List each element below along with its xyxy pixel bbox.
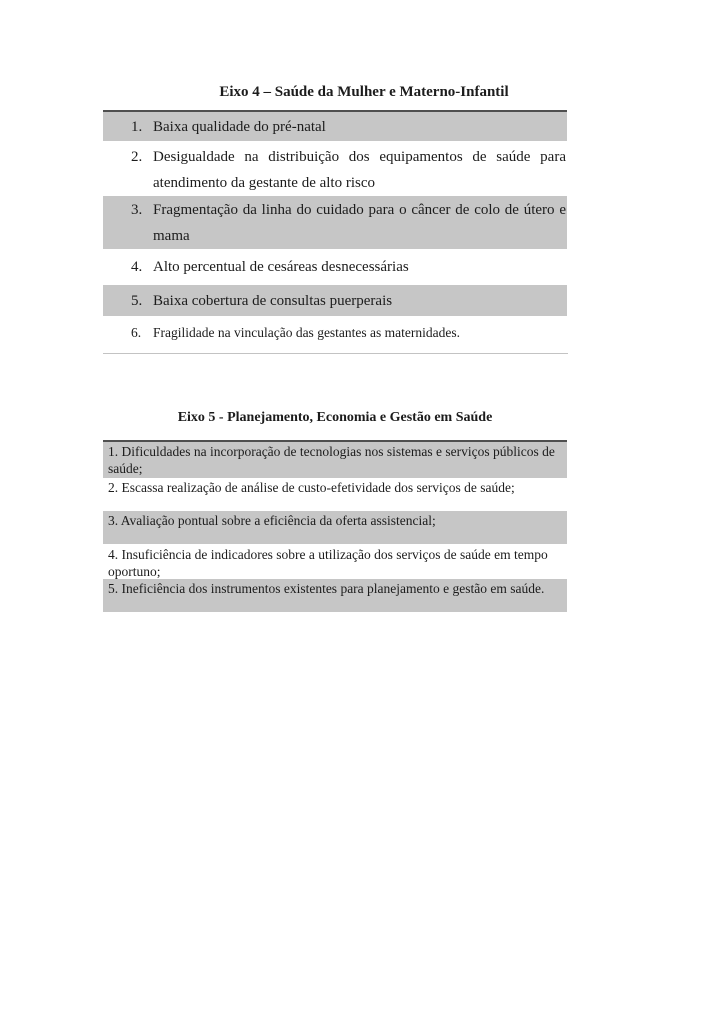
eixo5-item-row: 3. Avaliação pontual sobre a eficiência da oferta assistencial;: [103, 511, 567, 544]
item-number: 1.: [131, 119, 143, 135]
eixo4-item-row: [103, 196, 567, 249]
section-divider-line: [103, 353, 568, 354]
item-number: 5.: [131, 293, 143, 309]
item-number: 6.: [131, 325, 142, 340]
eixo4-item-row: [103, 112, 567, 141]
eixo5-item-row: 2. Escassa realização de análise de custo-efetividade dos serviços de saúde;: [108, 480, 515, 495]
eixo5-item-row: 5. Ineficiência dos instrumentos existentes para planejamento e gestão em saúde.: [103, 579, 567, 612]
eixo4-item-row: [103, 285, 567, 316]
eixo5-section-title: Eixo 5 - Planejamento, Economia e Gestão em Saúde: [177, 410, 493, 425]
eixo4-item-row: [103, 249, 567, 285]
item-text: Baixa qualidade do pré-natal: [153, 119, 326, 135]
eixo5-table: [103, 440, 567, 612]
item-number: 4.: [131, 259, 143, 275]
item-text: Fragmentação da linha do cuidado para o câncer de colo de útero e mama: [153, 202, 566, 244]
eixo4-item-row: [103, 141, 567, 196]
item-text: Alto percentual de cesáreas desnecessárias: [153, 259, 409, 275]
eixo5-item-row: 4. Insuficiência de indicadores sobre a utilização dos serviços de saúde em tempo oportuno;: [108, 547, 548, 579]
eixo4-table: [103, 110, 567, 345]
eixo5-item-row: 1. Dificuldades na incorporação de tecnologias nos sistemas e serviços públicos de saúde;: [103, 442, 567, 478]
eixo4-item-row: [103, 316, 567, 345]
item-text: Desigualdade na distribuição dos equipamentos de saúde para atendimento da gestante de alto risco: [153, 149, 566, 191]
item-text: Fragilidade na vinculação das gestantes as maternidades.: [153, 325, 461, 340]
item-text: Baixa cobertura de consultas puerperais: [153, 293, 393, 309]
eixo4-section-title: Eixo 4 – Saúde da Mulher e Materno-Infantil: [219, 84, 509, 100]
item-number: 3.: [131, 202, 143, 218]
item-number: 2.: [131, 149, 143, 165]
